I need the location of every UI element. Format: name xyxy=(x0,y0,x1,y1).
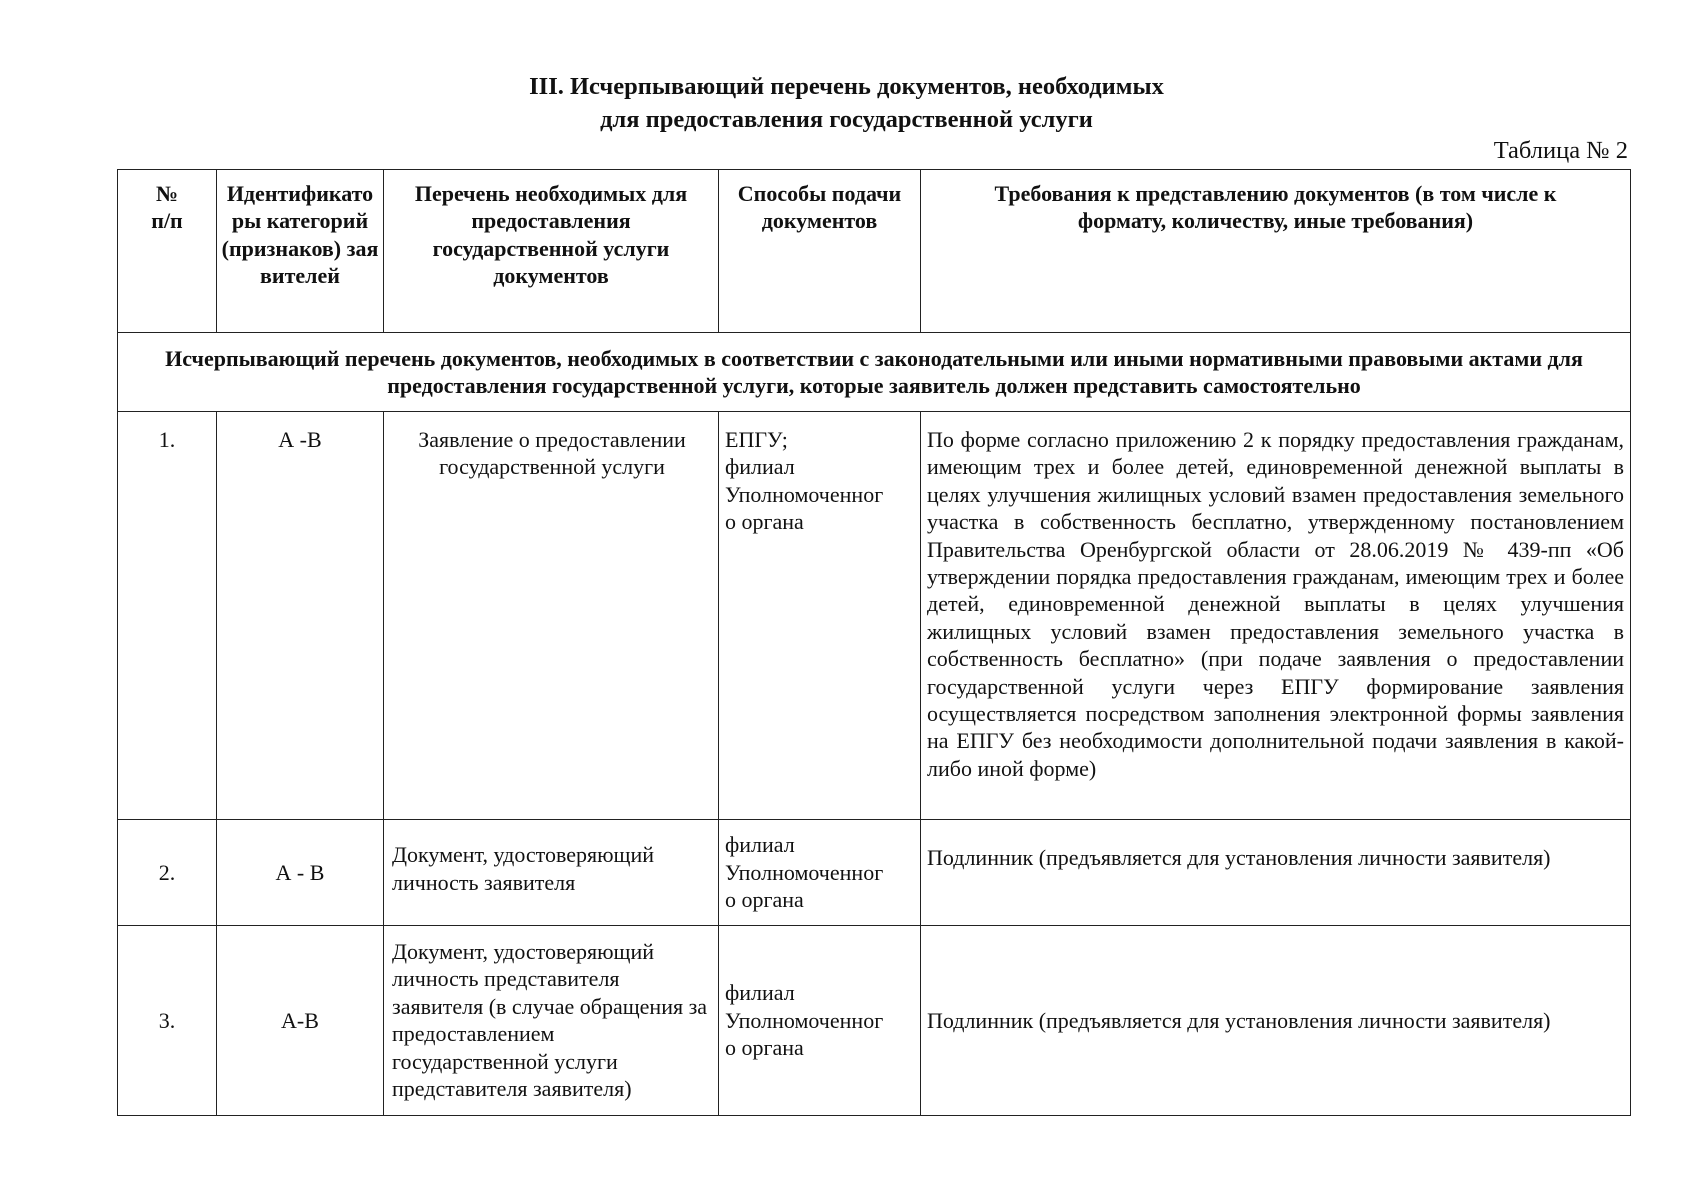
header-submission-ways: Способы подачи документов xyxy=(719,170,921,333)
table-caption: Таблица № 2 xyxy=(1493,137,1628,164)
row-number: 2. xyxy=(118,820,217,926)
row-category: А - В xyxy=(217,820,384,926)
section-heading: Исчерпывающий перечень документов, необходимых в соответствии с законодательными или иными нормативными правовыми актами для предоставления государственной услуги, которые заявитель должен представить самостоятельно xyxy=(118,333,1631,412)
table-row xyxy=(118,820,1631,926)
way-line: о органа xyxy=(725,1035,804,1061)
way-line: филиал xyxy=(725,832,795,858)
row-requirements: Подлинник (предъявляется для установления личности заявителя) xyxy=(921,926,1631,1116)
row-submission-ways xyxy=(719,820,921,926)
document-title xyxy=(0,70,1693,136)
row-category: А-В xyxy=(217,926,384,1116)
way-line: Уполномоченног xyxy=(725,1007,884,1033)
row-number: 3. xyxy=(118,926,217,1116)
way-line: Уполномоченног xyxy=(725,481,884,507)
way-line: о органа xyxy=(725,509,804,535)
row-category: А -В xyxy=(217,412,384,820)
documents-table xyxy=(117,169,1631,1116)
row-number: 1. xyxy=(118,412,217,820)
row-document: Документ, удостоверяющий личность представителя заявителя (в случае обращения за предоставлением государственной услуги представителя заявителя) xyxy=(384,926,719,1116)
way-line: ЕПГУ; xyxy=(725,427,788,452)
header-documents: Перечень необходимых для предоставления государственной услуги документов xyxy=(384,170,719,333)
way-line: Уполномоченног xyxy=(725,859,884,885)
way-line: о органа xyxy=(725,887,804,913)
row-submission-ways xyxy=(719,926,921,1116)
header-requirements: Требования к представлению документов (в том числе к формату, количеству, иные требования) xyxy=(921,170,1631,333)
title-line-1: III. Исчерпывающий перечень документов, необходимых xyxy=(529,73,1164,100)
header-categories: Идентификаторы категорий (признаков) заявителей xyxy=(217,170,384,333)
table-row xyxy=(118,412,1631,820)
way-line: филиал xyxy=(725,454,795,480)
row-submission-ways xyxy=(719,412,921,820)
section-row xyxy=(118,333,1631,412)
title-line-2: для предоставления государственной услуги xyxy=(600,106,1093,133)
header-row xyxy=(118,170,1631,333)
row-document: Документ, удостоверяющий личность заявителя xyxy=(384,820,719,926)
way-line: филиал xyxy=(725,980,795,1006)
row-requirements: Подлинник (предъявляется для установления личности заявителя) xyxy=(921,820,1631,926)
header-number: № п/п xyxy=(118,170,217,333)
row-document: Заявление о предоставлении государственной услуги xyxy=(384,412,719,820)
table-row xyxy=(118,926,1631,1116)
row-requirements: По форме согласно приложению 2 к порядку предоставления гражданам, имеющим трех и более детей, единовременной денежной выплаты в целях улучшения жилищных условий взамен предоставления земельного участка в собственность бесплатно, утвержденному постановлением Правительства Оренбургской области от 28.06.2019 № 439-пп «Об утверждении порядка предоставления гражданам, имеющим трех и более детей, единовременной денежной выплаты в целях улучшения жилищных условий взамен предоставления земельного участка в собственность бесплатно» (при подаче заявления о предоставлении государственной услуги через ЕПГУ формирование заявления осуществляется посредством заполнения электронной формы заявления на ЕПГУ без необходимости дополнительной подачи заявления в какой-либо иной форме) xyxy=(921,412,1631,820)
